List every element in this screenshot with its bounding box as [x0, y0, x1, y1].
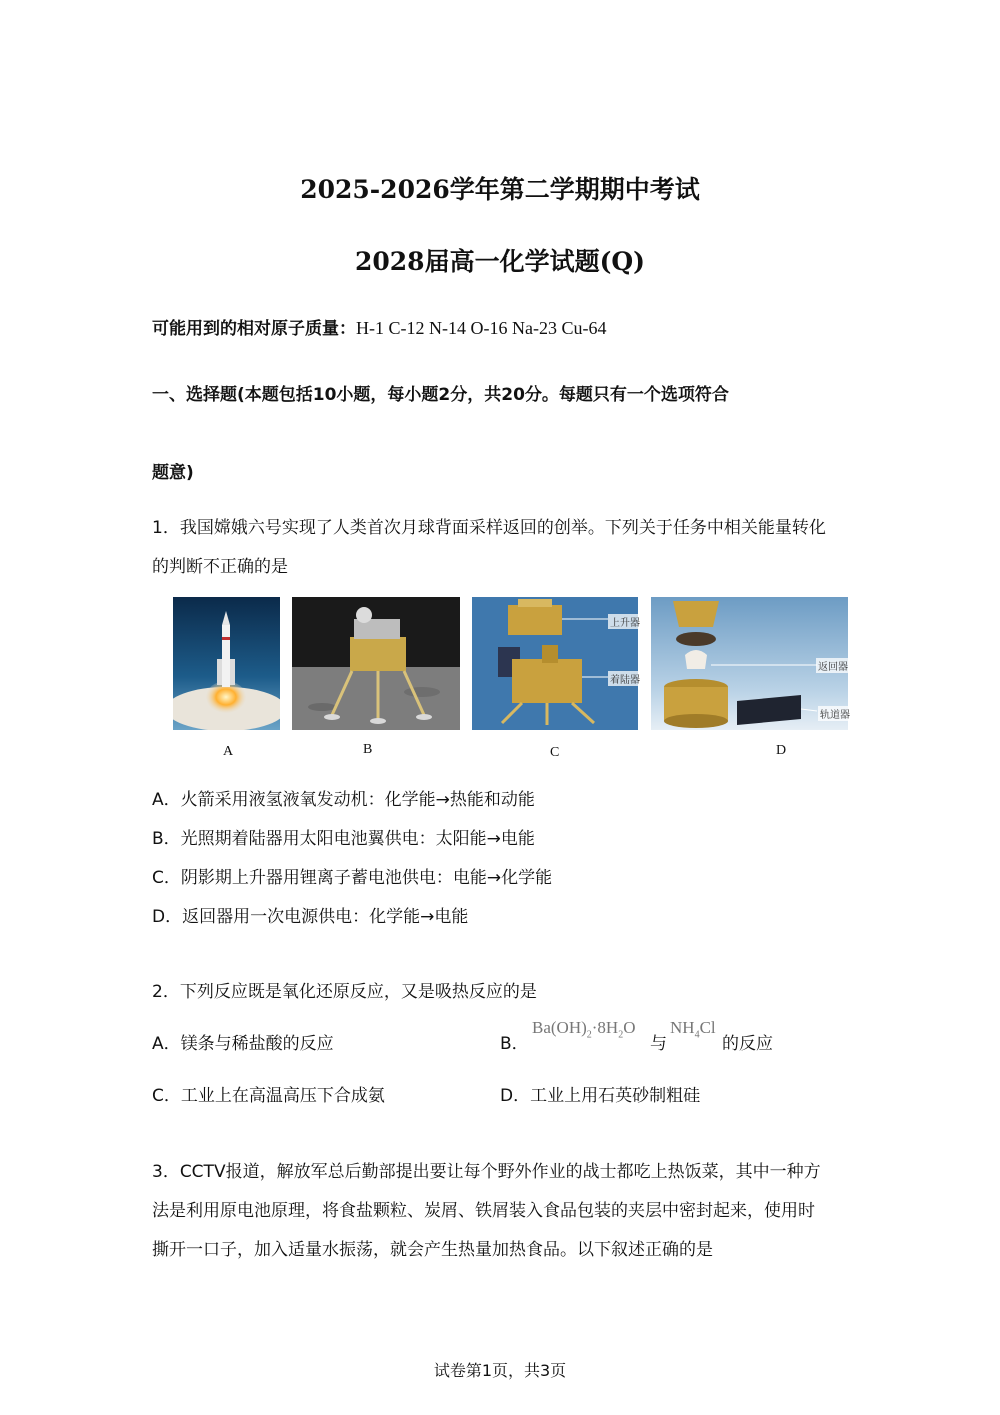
section-heading-cont: 题意): [152, 463, 194, 483]
q2-option-b-connector: 与: [650, 1034, 667, 1054]
q3-stem-line3: 撕开一口子，加入适量水振荡，就会产生热量加热食品。以下叙述正确的是: [152, 1240, 713, 1260]
image-caption-c: C: [550, 745, 560, 760]
q2-formula-ammonium-chloride: $NH_4Cl$: [670, 1018, 716, 1041]
q2-option-a: A．镁条与稀盐酸的反应: [152, 1034, 334, 1054]
label-lander: 着陆器: [608, 671, 642, 686]
q2-option-d: D．工业上用石英砂制粗硅: [500, 1086, 701, 1106]
image-caption-a: A: [223, 744, 234, 759]
q1-stem-line2: 的判断不正确的是: [152, 557, 288, 577]
q2-stem: 2．下列反应既是氧化还原反应，又是吸热反应的是: [152, 982, 537, 1002]
atomic-mass-values: H-1 C-12 N-14 O-16 Na-23 Cu-64: [356, 318, 607, 338]
q1-option-c: C．阴影期上升器用锂离子蓄电池供电：电能→化学能: [152, 868, 553, 888]
q1-option-a: A．火箭采用液氢液氧发动机：化学能→热能和动能: [152, 790, 535, 810]
label-orbiter: 轨道器: [818, 706, 852, 721]
q1-stem-line1: 1．我国嫦娥六号实现了人类首次月球背面采样返回的创举。下列关于任务中相关能量转化: [152, 518, 826, 538]
label-ascender: 上升器: [608, 614, 642, 629]
atomic-mass-line: [152, 318, 606, 339]
q2-option-c: C．工业上在高温高压下合成氨: [152, 1086, 385, 1106]
label-returner: 返回器: [816, 658, 850, 673]
exam-title: 2025-2026学年第二学期期中考试: [300, 175, 700, 204]
page-footer: 试卷第1页，共3页: [433, 1361, 567, 1380]
q3-stem-line2: 法是利用原电池原理，将食盐颗粒、炭屑、铁屑装入食品包装的夹层中密封起来，使用时: [152, 1201, 815, 1221]
image-caption-b: B: [363, 742, 373, 757]
q1-option-d: D．返回器用一次电源供电：化学能→电能: [152, 907, 469, 927]
section-heading: 一、选择题(本题包括10小题，每小题2分，共20分。每题只有一个选项符合: [152, 385, 729, 405]
q3-stem-line1: 3．CCTV报道，解放军总后勤部提出要让每个野外作业的战士都吃上热饭菜，其中一种方: [152, 1162, 821, 1182]
lunar-lander-image: [292, 597, 460, 730]
atomic-mass-label: 可能用到的相对原子质量：: [152, 319, 356, 339]
exam-subtitle: 2028届高一化学试题(Q): [354, 247, 645, 276]
q2-formula-barium-hydroxide: $Ba(OH)_2\cdot 8H_2O$: [532, 1018, 636, 1041]
q2-option-b-suffix: 的反应: [722, 1034, 773, 1054]
rocket-launch-image: [173, 597, 280, 730]
q1-option-b: B．光照期着陆器用太阳电池翼供电：太阳能→电能: [152, 829, 535, 849]
image-caption-d: D: [776, 743, 787, 758]
q2-option-b-prefix: B．: [500, 1034, 529, 1054]
